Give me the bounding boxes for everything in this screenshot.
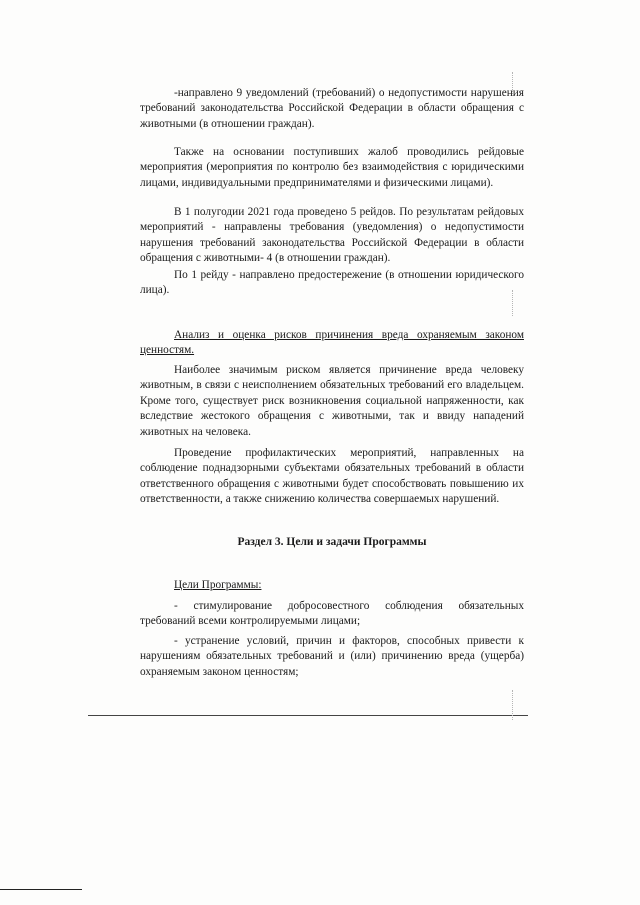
paragraph-risk-analysis-heading [140,328,524,359]
paragraph-text: - устранение условий, причин и факторов, способных привести к нарушениям обязательных требований и (или) причинению вреда (ущерба) охраняемым законом ценностям; [140,635,524,678]
paragraph-text: Наиболее значимым риском является причинение вреда человеку животным, в связи с неисполнением обязательных требований его владельцем. Кроме того, существует риск возникновения социальной напряженности, как вследствие жестокого обращения с животными, так и ввиду нападений животных на человека. [140,364,524,438]
paragraph-main-risk [140,363,524,440]
paragraph-notices [140,86,524,132]
paragraph-goal-2 [140,634,524,680]
paragraph-goals-heading [140,578,524,593]
paragraph-prevention [140,446,524,508]
corner-mark [0,889,82,890]
paragraph-text: -направлено 9 уведомлений (требований) о недопустимости нарушения требований законодательства Российской Федерации в области обращения с животными (в отношении граждан). [140,87,524,130]
paragraph-goal-1 [140,599,524,630]
underlined-subheading: Цели Программы: [174,579,262,591]
paragraph-raids-results [140,205,524,267]
scan-artifact [512,72,513,96]
paragraph-text: - стимулирование добросовестного соблюдения обязательных требований всеми контролируемыми лицами; [140,600,524,628]
paragraph-raids-intro [140,145,524,191]
paragraph-text: По 1 рейду - направлено предостережение (в отношении юридического лица). [140,269,524,297]
section-heading: Раздел 3. Цели и задачи Программы [237,536,427,548]
paragraph-text: Проведение профилактических мероприятий, направленных на соблюдение поднадзорными субъектами обязательных требований в области ответственного обращения с животными будет способствовать повышению их ответственности, а также снижению количества совершаемых нарушений. [140,447,524,506]
paragraph-text: В 1 полугодии 2021 года проведено 5 рейдов. По результатам рейдовых мероприятий - направлены требования (уведомления) о недопустимости нарушения требований законодательства Российской Федерации в области обращения с животными- 4 (в отношении граждан). [140,206,524,265]
paragraph-text: Также на основании поступивших жалоб проводились рейдовые мероприятия (мероприятия по контролю без взаимодействия с юридическими лицами, индивидуальными предпринимателями и физическими лицами). [140,146,524,189]
horizontal-rule [88,715,528,716]
scan-artifact [512,290,513,316]
underlined-subheading: Анализ и оценка рисков причинения вреда охраняемым законом ценностям. [140,329,524,357]
scan-artifact [512,690,513,720]
paragraph-warning [140,268,524,299]
